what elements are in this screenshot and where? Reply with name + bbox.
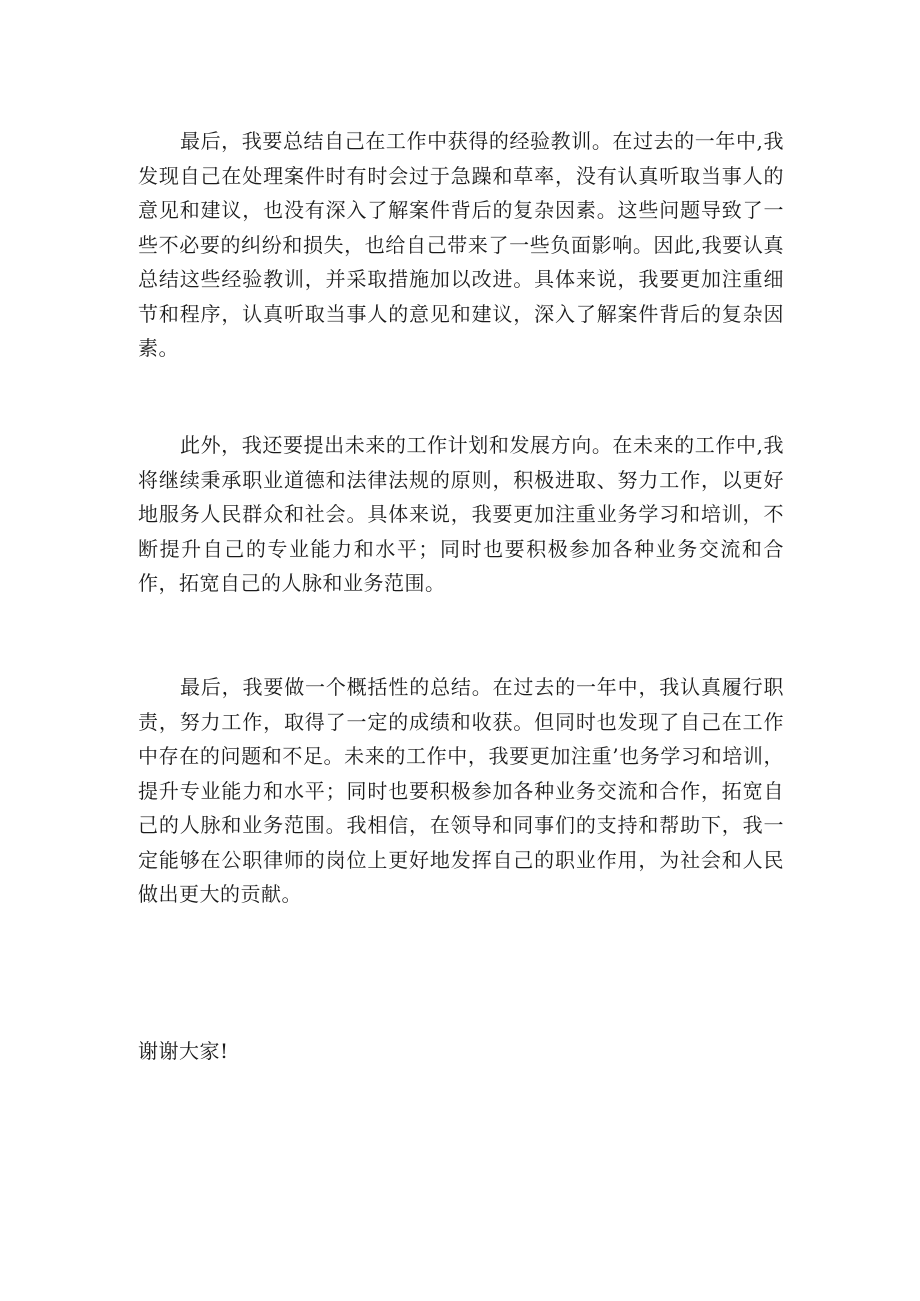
paragraph-summary: 最后，我要做一个概括性的总结。在过去的一年中，我认真履行职责，努力工作，取得了一定的成绩和收获。但同时也发现了自己在工作中存在的问题和不足。未来的工作中，我要更加注重’也务学习和培训，提升专业能力和水平；同时也要积极参加各种业务交流和合作，拓宽自己的人脉和业务范围。我相信，在领导和同事们的支持和帮助下，我一定能够在公职律师的岗位上更好地发挥自己的职业作用，为社会和人民做出更大的贡献。 bbox=[138, 675, 784, 906]
paragraph-lessons-learned: 最后，我要总结自己在工作中获得的经验教训。在过去的一年中,我发现自己在处理案件时有时会过于急躁和草率，没有认真听取当事人的意见和建议，也没有深入了解案件背后的复杂因素。这些问题导致了一些不必要的纠纷和损失，也给自己带来了一些负面影响。因此,我要认真总结这些经验教训，并采取措施加以改进。具体来说，我要更加注重细节和程序，认真听取当事人的意见和建议，深入了解案件背后的复杂因素。 bbox=[138, 129, 784, 360]
closing-remark: 谢谢大家! bbox=[138, 1039, 229, 1063]
paragraph-future-plans: 此外，我还要提出未来的工作计划和发展方向。在未来的工作中,我将继续秉承职业道德和法律法规的原则，积极进取、努力工作，以更好地服务人民群众和社会。具体来说，我要更加注重业务学习和培训，不断提升自己的专业能力和水平；同时也要积极参加各种业务交流和合作，拓宽自己的人脉和业务范围。 bbox=[138, 433, 784, 595]
